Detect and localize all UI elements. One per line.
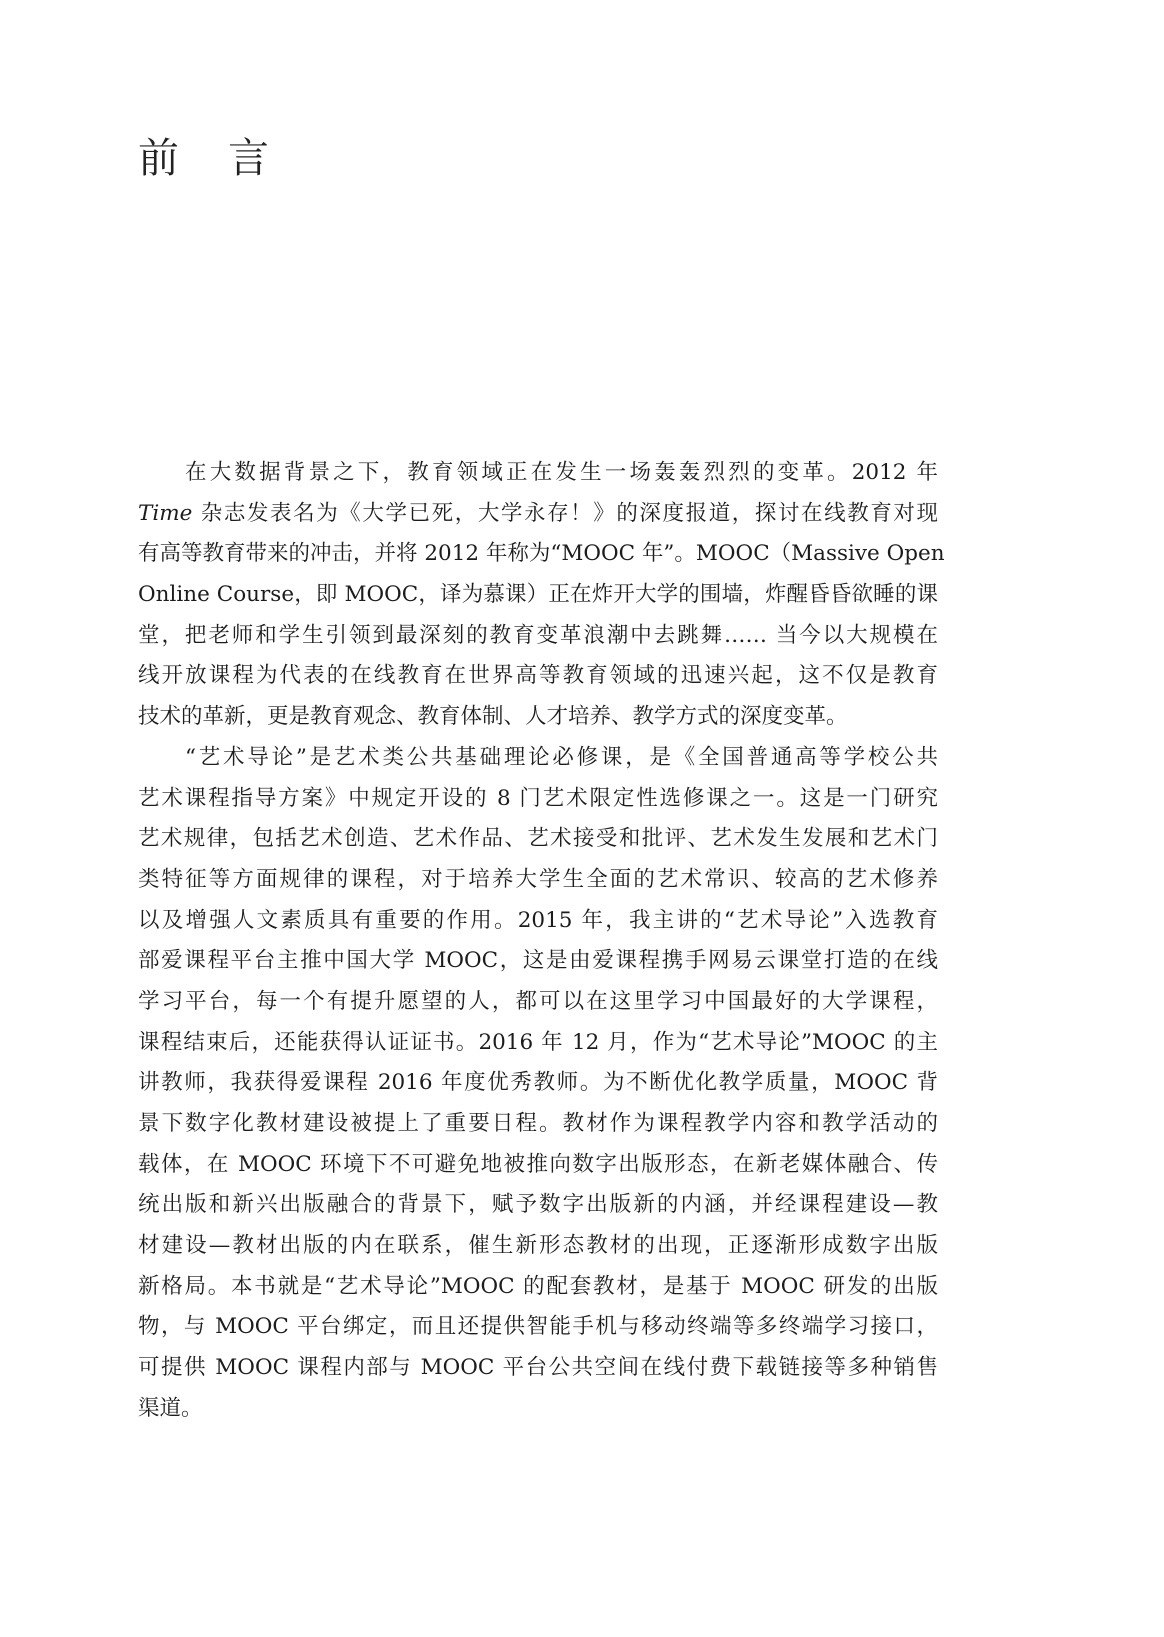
text-line: 类特征等方面规律的课程，对于培养大学生全面的艺术常识、较高的艺术修养 bbox=[138, 866, 938, 892]
text-line: 载体，在 MOOC 环境下不可避免地被推向数字出版形态，在新老媒体融合、传 bbox=[138, 1151, 938, 1177]
page-title: 前 言 bbox=[138, 134, 288, 182]
text-line: 艺术课程指导方案》中规定开设的 8 门艺术限定性选修课之一。这是一门研究 bbox=[138, 785, 938, 811]
text-line: 渠道。 bbox=[138, 1395, 203, 1421]
text-line: 讲教师，我获得爱课程 2016 年度优秀教师。为不断优化教学质量，MOOC 背 bbox=[138, 1070, 938, 1096]
text-line: 线开放课程为代表的在线教育在世界高等教育领域的迅速兴起，这不仅是教育 bbox=[138, 663, 938, 689]
text-line: 堂，把老师和学生引领到最深刻的教育变革浪潮中去跳舞…… 当今以大规模在 bbox=[138, 622, 938, 648]
text-line: “艺术导论”是艺术类公共基础理论必修课，是《全国普通高等学校公共 bbox=[185, 744, 938, 770]
text-line: 以及增强人文素质具有重要的作用。2015 年，我主讲的“艺术导论”入选教育 bbox=[138, 907, 938, 933]
text-line: 物，与 MOOC 平台绑定，而且还提供智能手机与移动终端等多终端学习接口， bbox=[138, 1314, 938, 1340]
text-line: Online Course，即 MOOC，译为慕课）正在炸开大学的围墙，炸醒昏昏欲睡的课 bbox=[138, 582, 938, 608]
text-line: 有高等教育带来的冲击，并将 2012 年称为“MOOC 年”。MOOC（Massive Open bbox=[138, 541, 945, 567]
text-line: 部爱课程平台主推中国大学 MOOC，这是由爱课程携手网易云课堂打造的在线 bbox=[138, 948, 938, 974]
text-line: 在大数据背景之下，教育领域正在发生一场轰轰烈烈的变革。2012 年 bbox=[185, 460, 938, 485]
text-line: 新格局。本书就是“艺术导论”MOOC 的配套教材，是基于 MOOC 研发的出版 bbox=[138, 1273, 938, 1299]
text-line: 艺术规律，包括艺术创造、艺术作品、艺术接受和批评、艺术发生发展和艺术门 bbox=[138, 826, 938, 852]
text-line bbox=[138, 494, 938, 535]
text-line-rest: 杂志发表名为《大学已死，大学永存！》的深度报道，探讨在线教育对现 bbox=[192, 500, 938, 526]
text-line: 可提供 MOOC 课程内部与 MOOC 平台公共空间在线付费下载链接等多种销售 bbox=[138, 1355, 938, 1381]
text-line: 学习平台，每一个有提升愿望的人，都可以在这里学习中国最好的大学课程， bbox=[138, 988, 938, 1014]
text-line: 统出版和新兴出版融合的背景下，赋予数字出版新的内涵，并经课程建设—教 bbox=[138, 1192, 938, 1218]
preface-body bbox=[138, 453, 945, 1430]
paragraph-2 bbox=[138, 738, 938, 1430]
italic-term: Time bbox=[138, 500, 193, 526]
text-line: 材建设—教材出版的内在联系，催生新形态教材的出现，正逐渐形成数字出版 bbox=[138, 1233, 938, 1259]
text-line: 课程结束后，还能获得认证证书。2016 年 12 月，作为“艺术导论”MOOC 的主 bbox=[138, 1029, 938, 1055]
paragraph-1 bbox=[138, 453, 945, 738]
text-line: 技术的革新，更是教育观念、教育体制、人才培养、教学方式的深度变革。 bbox=[138, 704, 848, 730]
text-line: 景下数字化教材建设被提上了重要日程。教材作为课程教学内容和教学活动的 bbox=[138, 1111, 938, 1136]
